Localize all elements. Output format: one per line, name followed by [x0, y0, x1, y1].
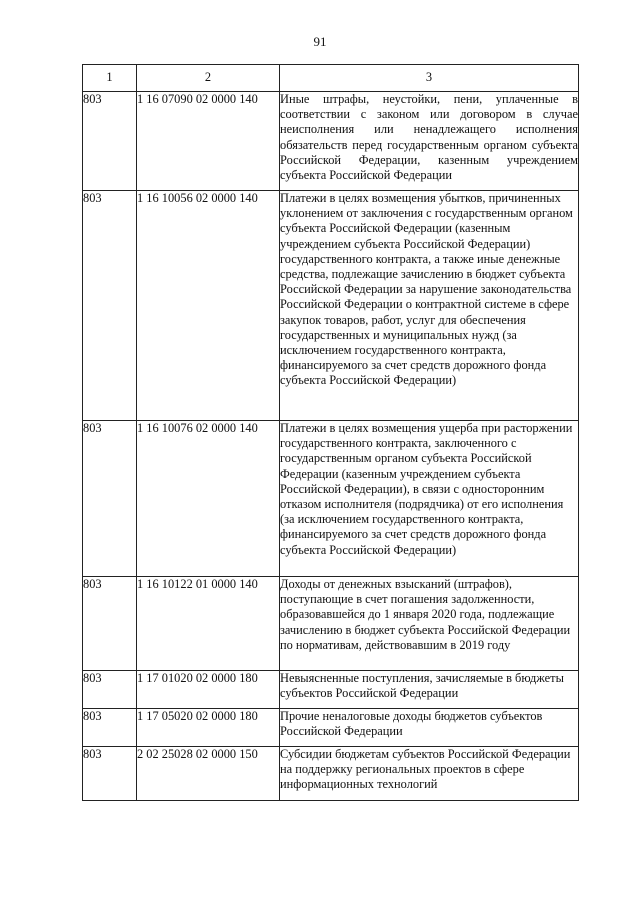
revenue-code-cell: 1 17 01020 02 0000 180 [137, 671, 280, 709]
column-header-3: 3 [280, 65, 579, 92]
admin-code-cell: 803 [83, 577, 137, 671]
column-header-1: 1 [83, 65, 137, 92]
table-row [83, 421, 579, 577]
revenue-name-cell: Доходы от денежных взысканий (штрафов), поступающие в счет погашения задолженности, образовавшейся до 1 января 2020 года, подлежащие зачислению в бюджет субъекта Российской Федерации по нормативам, действовавшим в 2019 году [280, 577, 579, 671]
table-row [83, 671, 579, 709]
admin-code-cell: 803 [83, 421, 137, 577]
admin-code-cell: 803 [83, 709, 137, 747]
revenue-code-cell: 1 16 10056 02 0000 140 [137, 191, 280, 421]
table-row [83, 577, 579, 671]
revenue-code-cell: 1 16 10076 02 0000 140 [137, 421, 280, 577]
revenue-name-cell: Невыясненные поступления, зачисляемые в бюджеты субъектов Российской Федерации [280, 671, 579, 709]
revenue-code-cell: 1 17 05020 02 0000 180 [137, 709, 280, 747]
column-header-2: 2 [137, 65, 280, 92]
revenue-name-cell: Субсидии бюджетам субъектов Российской Федерации на поддержку региональных проектов в сфере информационных технологий [280, 747, 579, 801]
revenue-code-cell: 2 02 25028 02 0000 150 [137, 747, 280, 801]
page-number: 91 [313, 34, 327, 49]
admin-code-cell: 803 [83, 671, 137, 709]
admin-code-cell: 803 [83, 191, 137, 421]
table-row [83, 92, 579, 191]
revenue-code-cell: 1 16 07090 02 0000 140 [137, 92, 280, 191]
revenue-codes-table [82, 64, 579, 801]
table-row [83, 747, 579, 801]
table-row [83, 709, 579, 747]
revenue-name-cell: Иные штрафы, неустойки, пени, уплаченные в соответствии с законом или договором в случае неисполнения или ненадлежащего исполнения обязательств перед государственным органом субъекта Российской Федерации, казенным учреждением субъекта Российской Федерации [280, 92, 579, 191]
table-header-row [83, 65, 579, 92]
revenue-name-cell: Платежи в целях возмещения ущерба при расторжении государственного контракта, заключенного с государственным органом субъекта Российской Федерации (казенным учреждением субъекта Российской Федерации), в связи с односторонним отказом исполнителя (подрядчика) от его исполнения (за исключением государственного контракта, финансируемого за счет средств дорожного фонда субъекта Российской Федерации) [280, 421, 579, 577]
admin-code-cell: 803 [83, 92, 137, 191]
revenue-code-cell: 1 16 10122 01 0000 140 [137, 577, 280, 671]
revenue-name-cell: Платежи в целях возмещения убытков, причиненных уклонением от заключения с государственным органом субъекта Российской Федерации (казенным учреждением субъекта Российской Федерации) государственного контракта, а также иные денежные средства, подлежащие зачислению в бюджет субъекта Российской Федерации за нарушение законодательства Российской Федерации о контрактной системе в сфере закупок товаров, работ, услуг для обеспечения государственных и муниципальных нужд (за исключением государственного контракта, финансируемого за счет средств дорожного фонда субъекта Российской Федерации) [280, 191, 579, 421]
admin-code-cell: 803 [83, 747, 137, 801]
table-row [83, 191, 579, 421]
revenue-name-cell: Прочие неналоговые доходы бюджетов субъектов Российской Федерации [280, 709, 579, 747]
